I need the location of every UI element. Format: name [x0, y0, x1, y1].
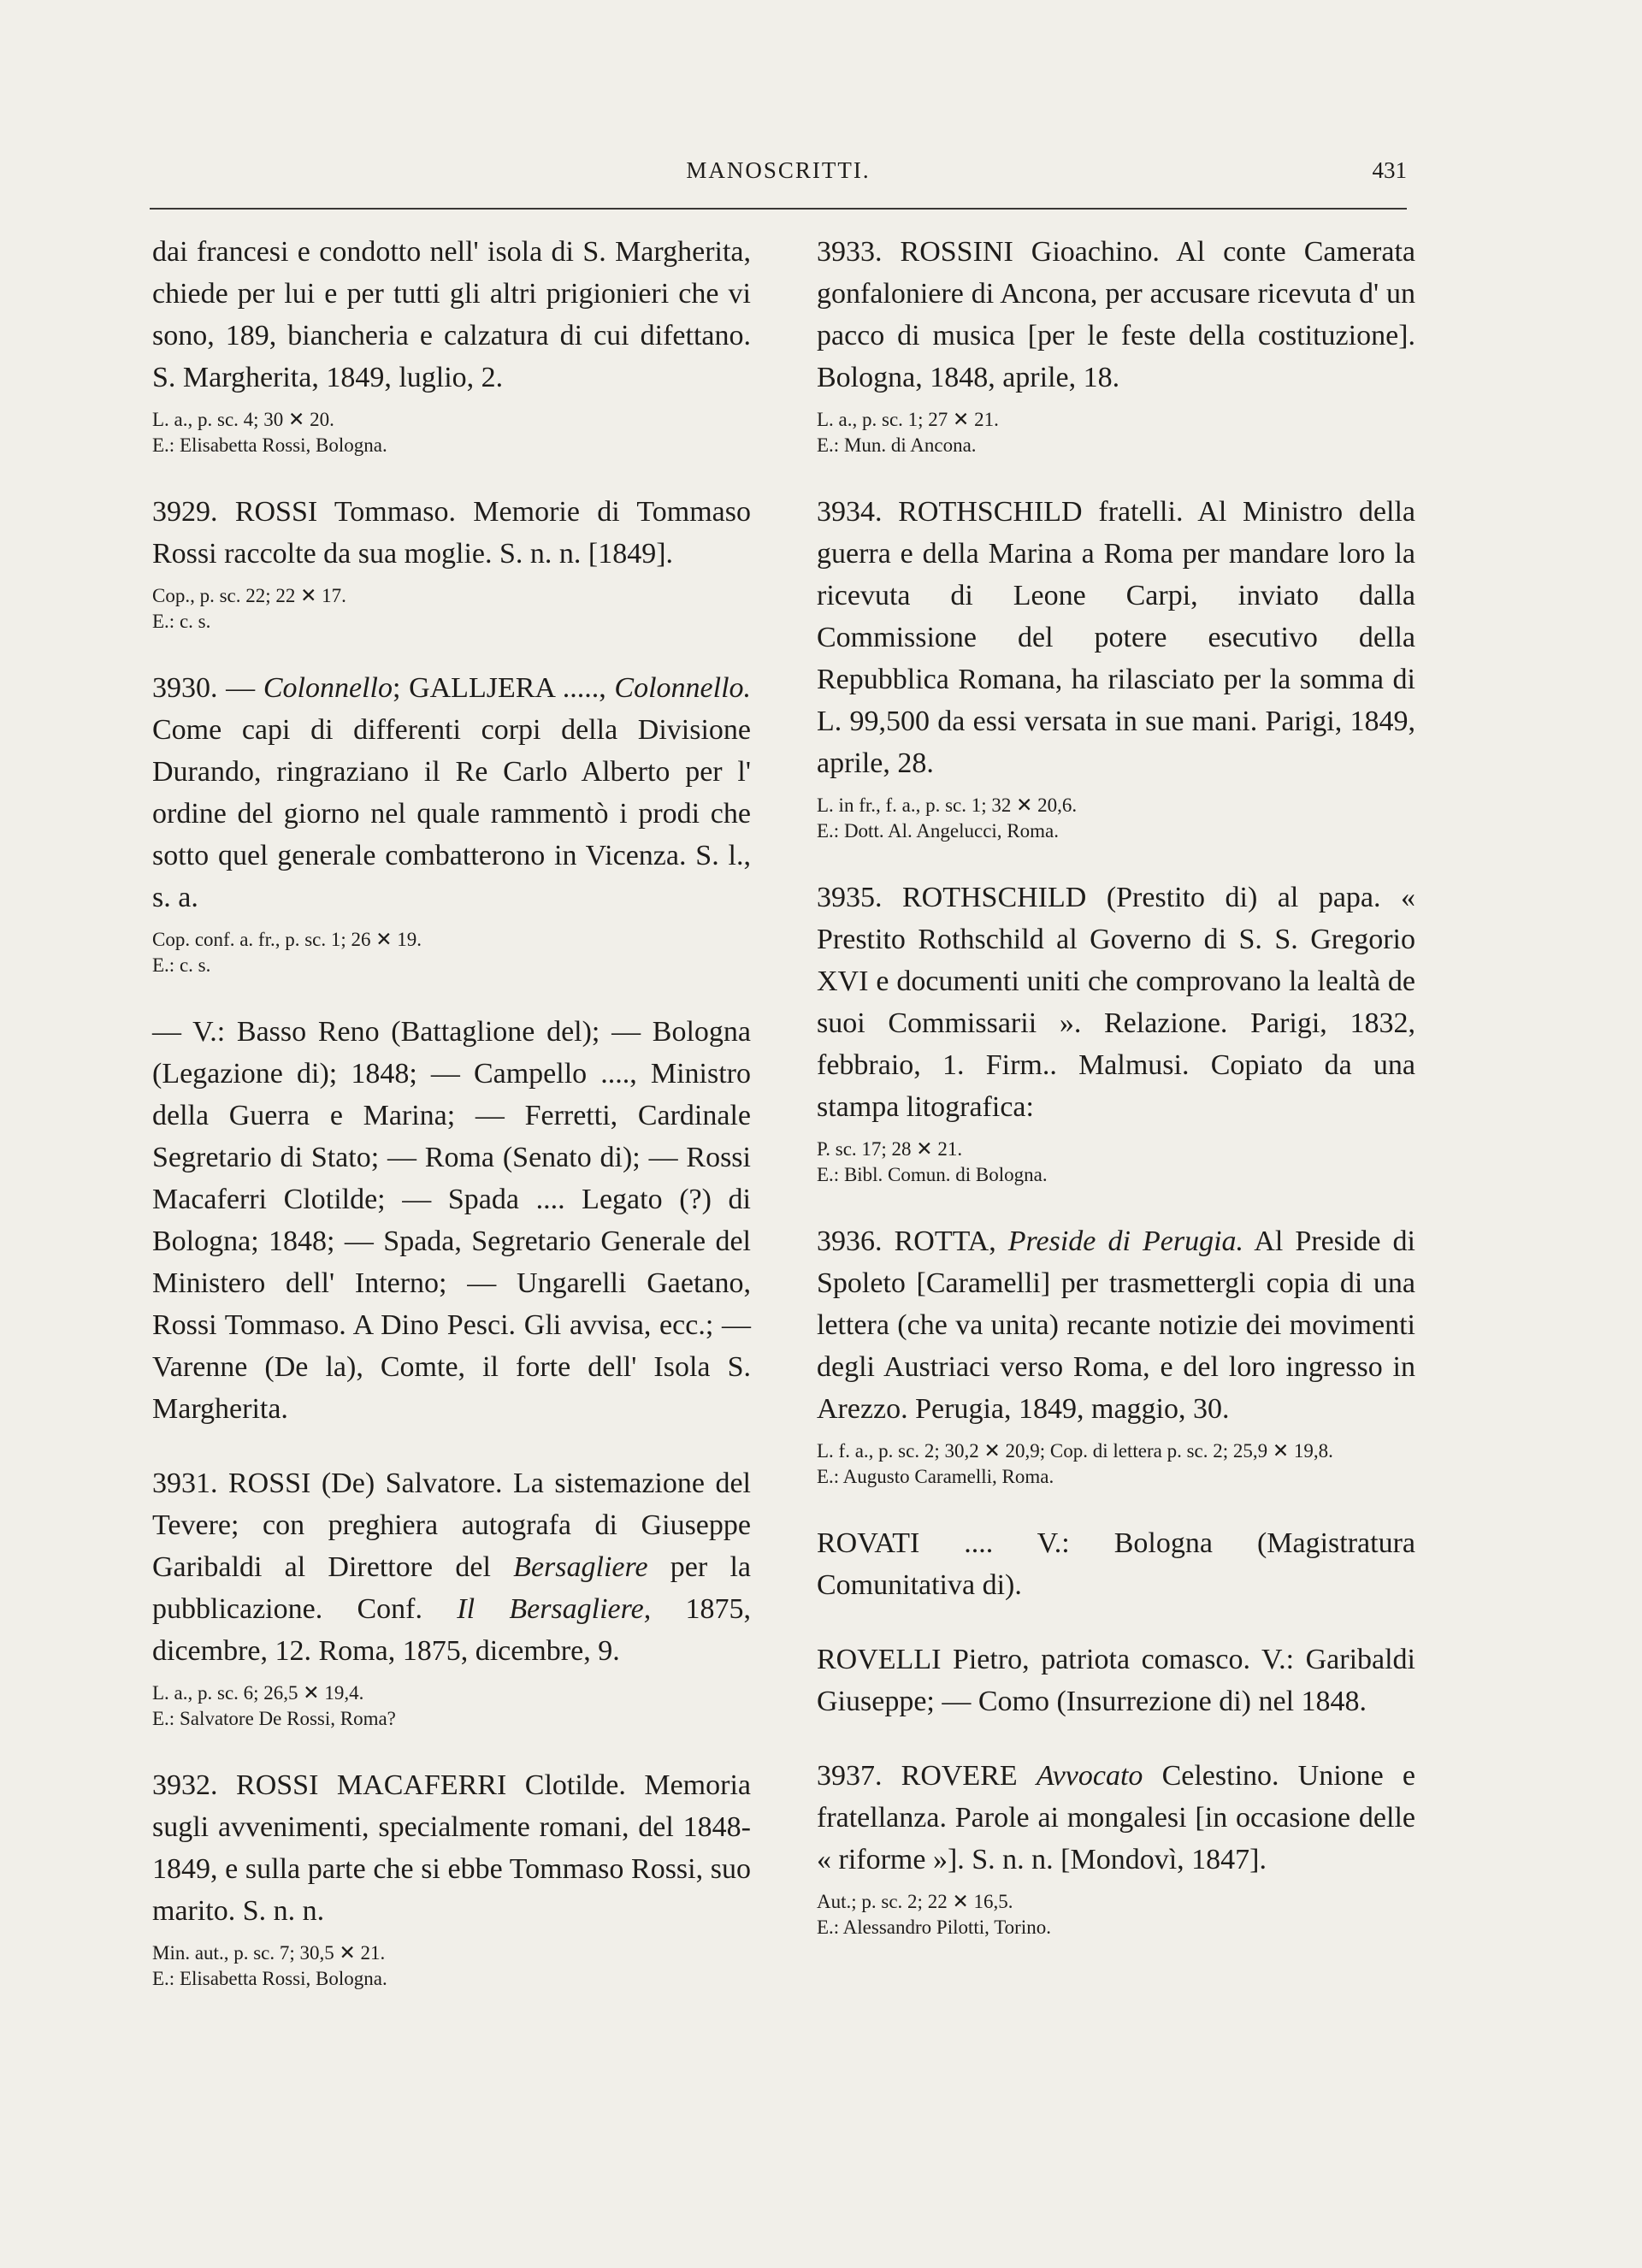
text-run: Come capi di differenti corpi della Divisione Durando, ringraziano il Re Carlo Alberto per l' ordine del giorno nel quale rammentò i prodi che sotto quel generale combatterono in Vicenza. S. l., s. a. [152, 714, 751, 913]
entry-3930 [152, 667, 751, 978]
entry-meta [152, 1680, 751, 1732]
entry-physical: L. f. a., p. sc. 2; 30,2 ✕ 20,9; Cop. di lettera p. sc. 2; 25,9 ✕ 19,8. [817, 1440, 1333, 1462]
text-run: per la pubblicazione. Conf. [152, 1551, 751, 1625]
text-run-italic: Avvocato [1036, 1760, 1143, 1792]
text-run: Al Preside di Spoleto [Caramelli] per trasmettergli copia di una lettera (che va unita) recante notizie dei movimenti degli Austriaci verso Roma, e del loro ingresso in Arezzo. Perugia, 1849, maggio, 30. [817, 1226, 1415, 1425]
entry-3933 [817, 231, 1415, 458]
entry-physical: Aut.; p. sc. 2; 22 ✕ 16,5. [817, 1891, 1013, 1912]
entry-text: dai francesi e condotto nell' isola di S. Margherita, chiede per lui e per tutti gli altri prigionieri che vi sono, 189, biancheria e calzatura di cui difettano. S. Margherita, 1849, luglio, 2. [152, 236, 751, 393]
entry-physical: L. in fr., f. a., p. sc. 1; 32 ✕ 20,6. [817, 794, 1078, 816]
text-run: 3930. — [152, 672, 263, 704]
entry-owner: E.: Dott. Al. Angelucci, Roma. [817, 820, 1059, 842]
text-run-italic: Colonnello [263, 672, 393, 704]
text-run-italic: Colonnello. [614, 672, 752, 704]
entry-meta [817, 407, 1415, 458]
text-run: ; GALLJERA ....., [392, 672, 615, 704]
entry-owner: E.: c. s. [152, 611, 211, 632]
entry-physical: Cop. conf. a. fr., p. sc. 1; 26 ✕ 19. [152, 929, 422, 950]
entry-owner: E.: Salvatore De Rossi, Roma? [152, 1708, 396, 1729]
entry-text: 3935. ROTHSCHILD (Prestito di) al papa. « Prestito Rothschild al Governo di S. S. Gregorio XVI e documenti uniti che comprovano la lealtà de suoi Commissarii ». Relazione. Parigi, 1832, febbraio, 1. Firm.. Malmusi. Copiato da una stampa litografica: [817, 882, 1415, 1123]
entry-meta [817, 1137, 1415, 1188]
page-number: 431 [1372, 157, 1407, 183]
entry-owner: E.: Alessandro Pilotti, Torino. [817, 1917, 1051, 1938]
entry-text: 3932. ROSSI MACAFERRI Clotilde. Memoria sugli avvenimenti, specialmente romani, del 1848-1849, e sulla parte che si ebbe Tommaso Rossi, suo marito. S. n. n. [152, 1769, 751, 1927]
page-title: MANOSCRITTI. [686, 157, 871, 183]
entry-text: 3934. ROTHSCHILD fratelli. Al Ministro della guerra e della Marina a Roma per mandare loro la ricevuta di Leone Carpi, inviato dalla Commissione del potere esecutivo della Repubblica Romana, ha rilasciato per la somma di L. 99,500 da essi versata in sue mani. Parigi, 1849, aprile, 28. [817, 496, 1415, 779]
text-run: Celestino. Unione e fratellanza. Parole ai mongalesi [in occasione delle « riforme »]. S. n. n. [Mondovì, 1847]. [817, 1760, 1415, 1875]
text-run: 3937. ROVERE [817, 1760, 1037, 1792]
text-run-italic: Bersagliere [513, 1551, 648, 1583]
left-column [152, 231, 751, 2024]
entry-continuation [152, 231, 751, 458]
entry-owner: E.: Elisabetta Rossi, Bologna. [152, 434, 387, 456]
entry-3929 [152, 491, 751, 635]
entry-physical: Min. aut., p. sc. 7; 30,5 ✕ 21. [152, 1942, 386, 1964]
text-run-italic: Il Bersagliere, [457, 1593, 652, 1625]
entry-owner: E.: Bibl. Comun. di Bologna. [817, 1164, 1048, 1185]
entry-owner: E.: Augusto Caramelli, Roma. [817, 1466, 1054, 1487]
entry-3936 [817, 1220, 1415, 1490]
running-header [150, 152, 1407, 195]
entry-owner: E.: Mun. di Ancona. [817, 434, 977, 456]
entry-text: — V.: Basso Reno (Battaglione del); — Bologna (Legazione di); 1848; — Campello ...., Ministro della Guerra e Marina; — Ferretti, Cardinale Segretario di Stato; — Roma (Senato di); — Rossi Macaferri Clotilde; — Spada .... Legato (?) di Bologna; 1848; — Spada, Segretario Generale del Ministero dell' Interno; — Ungarelli Gaetano, Rossi Tommaso. A Dino Pesci. Gli avvisa, ecc.; — Varenne (De la), Comte, il forte dell' Isola S. Margherita. [152, 1016, 751, 1425]
entry-meta [817, 1889, 1415, 1940]
entry-text [817, 1220, 1415, 1430]
entry-3934 [817, 491, 1415, 844]
right-column [817, 231, 1415, 1973]
entry-3935 [817, 877, 1415, 1188]
entry-meta [817, 793, 1415, 844]
entry-physical: L. a., p. sc. 4; 30 ✕ 20. [152, 409, 334, 430]
entry-meta [152, 927, 751, 978]
entry-owner: E.: Elisabetta Rossi, Bologna. [152, 1968, 387, 1989]
cross-reference-rovati [817, 1522, 1415, 1606]
cross-reference-rovelli [817, 1639, 1415, 1722]
entry-physical: L. a., p. sc. 1; 27 ✕ 21. [817, 409, 999, 430]
entry-owner: E.: c. s. [152, 954, 211, 976]
entry-3932 [152, 1764, 751, 1992]
entry-text [152, 1462, 751, 1672]
entry-text [817, 1755, 1415, 1881]
text-run: 1875, dicembre, 12. Roma, 1875, dicembre, 9. [152, 1593, 752, 1667]
entry-text: 3933. ROSSINI Gioachino. Al conte Camerata gonfaloniere di Ancona, per accusare ricevuta d' un pacco di musica [per le feste della costituzione]. Bologna, 1848, aprile, 18. [817, 236, 1415, 393]
text-run: 3936. ROTTA, [817, 1226, 1008, 1257]
entry-text: ROVELLI Pietro, patriota comasco. V.: Garibaldi Giuseppe; — Como (Insurrezione di) nel 1848. [817, 1644, 1415, 1717]
entry-meta [152, 1940, 751, 1992]
entry-physical: P. sc. 17; 28 ✕ 21. [817, 1138, 963, 1160]
entry-text: ROVATI .... V.: Bologna (Magistratura Comunitativa di). [817, 1527, 1415, 1601]
entry-meta [152, 407, 751, 458]
header-rule [150, 208, 1407, 210]
text-run-italic: Preside di Perugia. [1007, 1226, 1244, 1257]
cross-references [152, 1011, 751, 1430]
entry-3931 [152, 1462, 751, 1732]
entry-text: 3929. ROSSI Tommaso. Memorie di Tommaso Rossi raccolte da sua moglie. S. n. n. [1849]. [152, 496, 751, 570]
text-run: 3931. ROSSI (De) Salvatore. La sistemazione del Tevere; con preghiera autografa di Giuseppe Garibaldi al Direttore del [152, 1468, 751, 1583]
entry-text [152, 667, 751, 918]
entry-physical: L. a., p. sc. 6; 26,5 ✕ 19,4. [152, 1682, 364, 1704]
entry-meta [817, 1438, 1415, 1490]
entry-physical: Cop., p. sc. 22; 22 ✕ 17. [152, 585, 346, 606]
entry-3937 [817, 1755, 1415, 1940]
entry-meta [152, 583, 751, 635]
